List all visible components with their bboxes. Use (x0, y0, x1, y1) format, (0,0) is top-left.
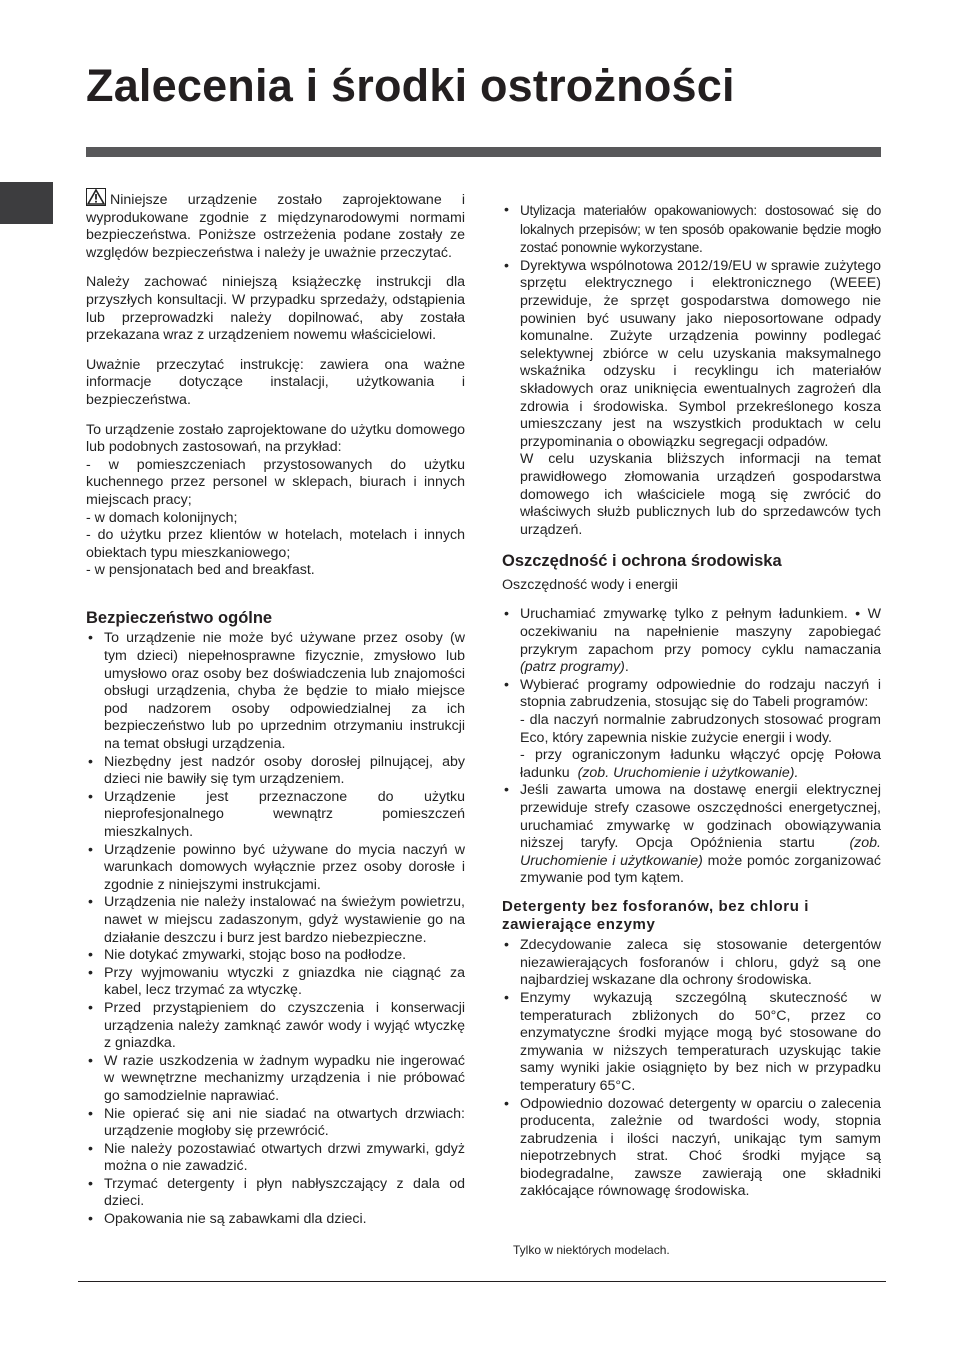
program-choice-text (520, 747, 881, 782)
detergents-heading: Detergenty bez fosforanów, bez chloru i zawierające enzymy (502, 897, 810, 933)
list-item (502, 606, 881, 676)
list-item: • To urządzenie nie może być używane przez osoby (w tym dzieci) niepełnosprawne fizycznie, zmysłowo lub umysłowo oraz osoby bez doświadczenia lub znajomości obsługi urządzenia, chyba że będzie to miało miejsce pod nadzorem osoby odpowiedzialnej za ich bezpieczeństwo lub po uprzednim otrzymaniu instrukcji na temat obsługi urządzenia. (86, 630, 465, 753)
disposal-list (502, 202, 881, 539)
half-load-text: - przy ograniczonym ładunku włączyć opcję Połowa ładunku (520, 747, 881, 781)
list-item: • Nie dotykać zmywarki, stojąc boso na podłodze. (86, 947, 465, 965)
usage-reference: (zob. Uruchomienie i użytkowanie). (577, 764, 799, 781)
footnote: Tylko w niektórych modelach. (513, 1243, 670, 1257)
general-safety-heading: Bezpieczeństwo ogólne (86, 608, 273, 627)
list-item: • Odpowiednio dozować detergenty w oparciu o zalecenia producenta, zależnie od twardości wody, stopnia zabrudzenia i ilości naczyń, unikając tym samym niepotrzebnych strat. Choć środki myjące są biodegradalne, zawsze zawierają one składniki zakłócające równowagę środowiska. (502, 1096, 881, 1202)
intended-use-paragraph (86, 422, 465, 580)
general-safety-list (86, 630, 465, 1228)
environment-subheading: Oszczędność wody i energii (502, 576, 678, 593)
tariff-end: może pomóc zorganizować zmywanie pod tym kątem. (520, 852, 881, 887)
list-item: • Enzymy wykazują szczególną skuteczność w temperaturach zbliżonych do 50°C, przez co enzymatyczne środki myjące mogą być stosowane do zmywania w niższych temperaturach uzyskując takie samy wyniki jakie osiągnięto by bez nich w przypadku temperatury 65°C. (502, 990, 881, 1096)
list-item: • Niezbędny jest nadzór osoby dorosłej pilnującej, aby dzieci nie bawiły się tym urządzeniem. (86, 754, 465, 789)
usage-reference: (zob. Uruchomienie i użytkowanie) (520, 835, 881, 869)
bottom-divider (78, 1281, 886, 1282)
list-item: • Opakowania nie są zabawkami dla dzieci. (86, 1211, 465, 1229)
list-item (502, 677, 881, 783)
list-item (502, 202, 881, 258)
list-item: • Nie należy pozostawiać otwartych drzwi zmywarki, gdyż można o nie zawadzić. (86, 1141, 465, 1176)
full-load-text: Uruchamiać zmywarkę tylko z pełnym ładunkiem. • W oczekiwaniu na napełnienie maszyny zapobiegać przykrym zapachom przy pomocy cyklu namaczania (520, 606, 881, 658)
list-item: • Trzymać detergenty i płyn nabłyszczający z dala od dzieci. (86, 1176, 465, 1211)
weee-text: • Dyrektywa wspólnotowa 2012/19/EU w sprawie zużytego sprzętu elektrycznego i elektronicznego (WEEE) przewiduje, że sprzęt gospodarstwa domowego nie powinien być usuwany jako nieposortowane odpady komunalne. Zużyte urządzenia powinny podlegać selektywnej zbiórce w celu uzyskania maksymalnego wskaźnika odzysku i recyklingu ich materiałów składowych oraz uniknięcia ewentualnych zagrożeń dla zdrowia i środowiska. Symbol przekreślonego kosza umieszczany jest na wszystkich produktach w celu przypominania o obowiązku segregacji odpadów. (520, 257, 881, 450)
list-item: • Zdecydowanie zaleca się stosowanie detergentów niezawierających fosforanów i chloru, gdyż są one najbardziej wskazane dla ochrony środowiska. (502, 937, 881, 990)
intended-use-line: - w pomieszczeniach przystosowanych do użytku kuchennego przez personel w sklepach, biurach i innych miejscach pracy; (86, 456, 465, 508)
full-load-end: . (624, 659, 629, 676)
intended-use-line: - w pensjonatach bed and breakfast. (86, 562, 315, 579)
program-choice-text: • Wybierać programy odpowiednie do rodzaju naczyń i stopnia zabrudzenia, stosując się do Tabeli programów: (520, 676, 881, 711)
list-item: • Urządzenie powinno być używane do mycia naczyń w warunkach domowych wyłącznie przez osoby dorosłe i zgodnie z niniejszymi instrukcjami. (86, 842, 465, 895)
intro-paragraph (86, 188, 465, 262)
page-title: Zalecenia i środki ostrożności (86, 60, 735, 112)
right-column (502, 202, 881, 1201)
list-item: • Urządzenie jest przeznaczone do użytku nieprofesjonalnego wewnątrz pomieszczeń mieszkalnych. (86, 789, 465, 842)
list-item: • Przy wyjmowaniu wtyczki z gniazdka nie ciągnąć za kabel, lecz trzymać za wtyczkę. (86, 965, 465, 1000)
warning-triangle-icon (86, 188, 106, 206)
environment-heading: Oszczędność i ochrona środowiska (502, 552, 782, 571)
list-item (502, 782, 881, 888)
intended-use-line: - w domach kolonijnych; (86, 509, 238, 526)
title-divider (86, 147, 881, 157)
section-tab-marker (0, 182, 53, 224)
environment-list (502, 606, 881, 888)
detergents-list (502, 937, 881, 1201)
tariff-text: Jeśli zawarta umowa na dostawę energii elektrycznej przewiduje strefy czasowe oszczędności energetycznej, uruchamiać zmywarkę w godzinach obowiązywania niższej taryfy. Opcja Opóźnienia startu (520, 782, 881, 852)
intended-use-line: - do użytku przez klientów w hotelach, motelach i innych obiektach typu mieszkaniowego; (86, 527, 465, 561)
keep-manual-paragraph: Należy zachować niniejszą książeczkę instrukcji dla przyszłych konsultacji. W przypadku sprzedaży, odstąpienia lub przeprowadzki należy dopilnować, aby została przekazana wraz z urządzeniem nowemu właścicielowi. (86, 274, 465, 344)
intro-text: Niniejsze urządzenie zostało zaprojektowane i wyprodukowane zgodnie z międzynarodowymi normami bezpieczeństwa. Poniższe ostrzeżenia podane zostały ze względów bezpieczeństwa i należy je uważnie przeczytać. (86, 192, 465, 261)
intended-use-line: To urządzenie zostało zaprojektowane do użytku domowego lub podobnych zastosowań, na przykład: (86, 421, 465, 456)
list-item (502, 258, 881, 540)
list-item: • Przed przystąpieniem do czyszczenia i konserwacji urządzenia należy zamknąć zawór wody i wyjąć wtyczkę z gniazdka. (86, 1000, 465, 1053)
program-choice-text: - dla naczyń normalnie zabrudzonych stosować program Eco, który zapewnia niskie zużycie energii i wody. (520, 712, 881, 746)
disposal-packaging-text: Utylizacja materiałów opakowaniowych: dostosować się do lokalnych przepisów; w ten sposób opakowanie będzie mogło zostać ponownie wykorzystane. (520, 203, 881, 256)
list-item: • Nie opierać się ani nie siadać na otwartych drzwiach: urządzenie mogłoby się przewrócić. (86, 1106, 465, 1141)
weee-text: W celu uzyskania bliższych informacji na temat prawidłowego złomowania urządzeń gospodarstwa domowego ich właściciele mogą się zwrócić do właściwych służb publicznych lub do sprzedawców tych urządzeń. (520, 451, 881, 538)
list-item: • Urządzenia nie należy instalować na świeżym powietrzu, nawet w miejscu zadaszonym, gdyż wystawienie go na działanie deszczu i burz jest bardzo niebezpieczne. (86, 894, 465, 947)
left-column (86, 188, 465, 1229)
read-instructions-paragraph: Uważnie przeczytać instrukcję: zawiera ona ważne informacje dotyczące instalacji, użytkowania i bezpieczeństwa. (86, 356, 465, 408)
programs-reference: (patrz programy) (520, 659, 625, 676)
list-item: • W razie uszkodzenia w żadnym wypadku nie ingerować w wewnętrzne mechanizmy urządzenia i nie próbować go samodzielnie naprawiać. (86, 1053, 465, 1106)
